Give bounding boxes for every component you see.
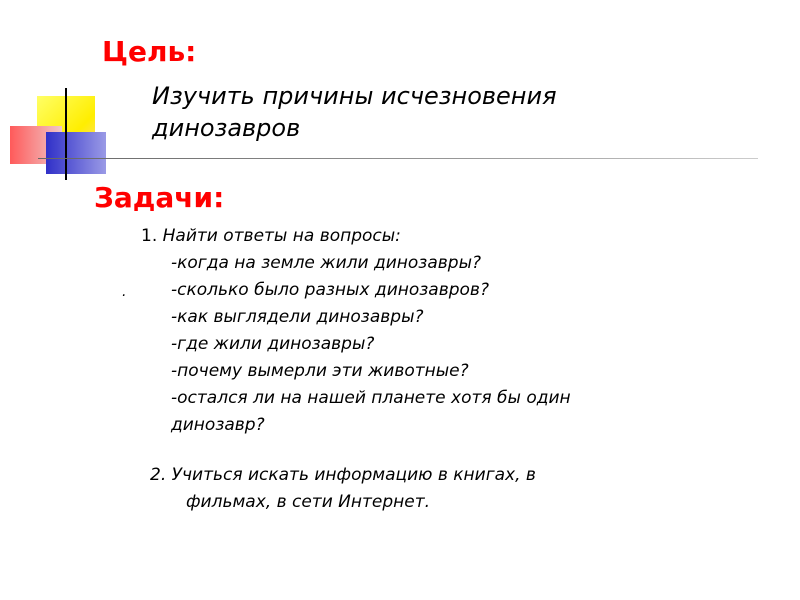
question-item: -сколько было разных динозавров? [171,280,489,300]
decorative-horizontal-line [38,158,758,159]
decorative-vertical-line [65,88,67,180]
question-item: динозавр? [171,415,265,435]
question-item: -почему вымерли эти животные? [171,361,469,381]
question-item: -когда на земле жили динозавры? [171,253,482,273]
decorative-blue-square [46,132,106,174]
goal-line: Изучить причины исчезновения [152,82,557,110]
goal-heading: Цель: [102,35,197,68]
question-item: -где жили динозавры? [171,334,375,354]
tasks-heading: Задачи: [94,181,225,214]
task-1 [141,226,401,246]
question-item: -как выглядели динозавры? [171,307,424,327]
stray-mark: . [122,284,127,300]
goal-text [152,80,712,144]
task-1-number: 1. [141,226,158,246]
task-1-text: Найти ответы на вопросы: [157,226,401,246]
question-item: -остался ли на нашей планете хотя бы один [171,388,571,408]
task-2-line: фильмах, в сети Интернет. [186,492,431,512]
task-2-line: 2. Учиться искать информацию в книгах, в [150,465,536,485]
goal-line: динозавров [152,114,301,142]
